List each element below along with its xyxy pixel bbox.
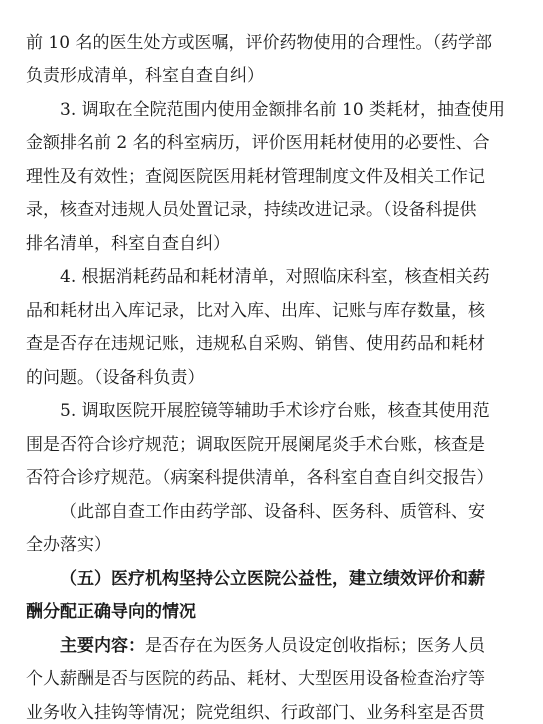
main-content-label: 主要内容：	[60, 636, 145, 656]
text-line: 否符合诊疗规范。（病案科提供清单，各科室自查自纠交报告）	[26, 468, 494, 488]
text-line	[60, 635, 543, 657]
text-line: 5. 调取医院开展腔镜等辅助手术诊疗台账，核查其使用范	[60, 401, 490, 421]
text-line: 3. 调取在全院范围内使用金额排名前 10 类耗材，抽查使用	[60, 100, 506, 120]
main-content-text: 是否存在为医务人员设定创收指标；医务人员	[145, 636, 485, 656]
text-line: 查是否存在违规记账，违规私自采购、销售、使用药品和耗材	[26, 334, 485, 354]
text-line: 个人薪酬是否与医院的药品、耗材、大型医用设备检查治疗等	[26, 669, 485, 689]
section-heading: （五）医疗机构坚持公立医院公益性，建立绩效评价和薪	[60, 569, 485, 589]
text-line: 围是否符合诊疗规范；调取医院开展阑尾炎手术台账，核查是	[26, 435, 485, 455]
text-line: 品和耗材出入库记录，比对入库、出库、记账与库存数量，核	[26, 301, 485, 321]
text-line: 业务收入挂钩等情况；院党组织、行政部门、业务科室是否贯	[26, 703, 485, 723]
text-line: 前 10 名的医生处方或医嘱，评价药物使用的合理性。（药学部	[26, 33, 492, 53]
text-line: （此部自查工作由药学部、设备科、医务科、质管科、安	[60, 502, 485, 522]
text-line: 的问题。（设备科负责）	[26, 368, 205, 388]
text-line: 排名清单，科室自查自纠）	[26, 234, 230, 254]
text-line: 全办落实）	[26, 535, 111, 555]
text-line: 理性及有效性；查阅医院医用耗材管理制度文件及相关工作记	[26, 167, 485, 187]
section-heading: 酬分配正确导向的情况	[26, 602, 196, 622]
text-line: 录，核查对违规人员处置记录，持续改进记录。（设备科提供	[26, 200, 477, 220]
text-line: 4. 根据消耗药品和耗材清单，对照临床科室，核查相关药	[60, 267, 490, 287]
text-line: 金额排名前 2 名的科室病历，评价医用耗材使用的必要性、合	[26, 133, 490, 153]
text-line: 负责形成清单，科室自查自纠）	[26, 66, 264, 86]
